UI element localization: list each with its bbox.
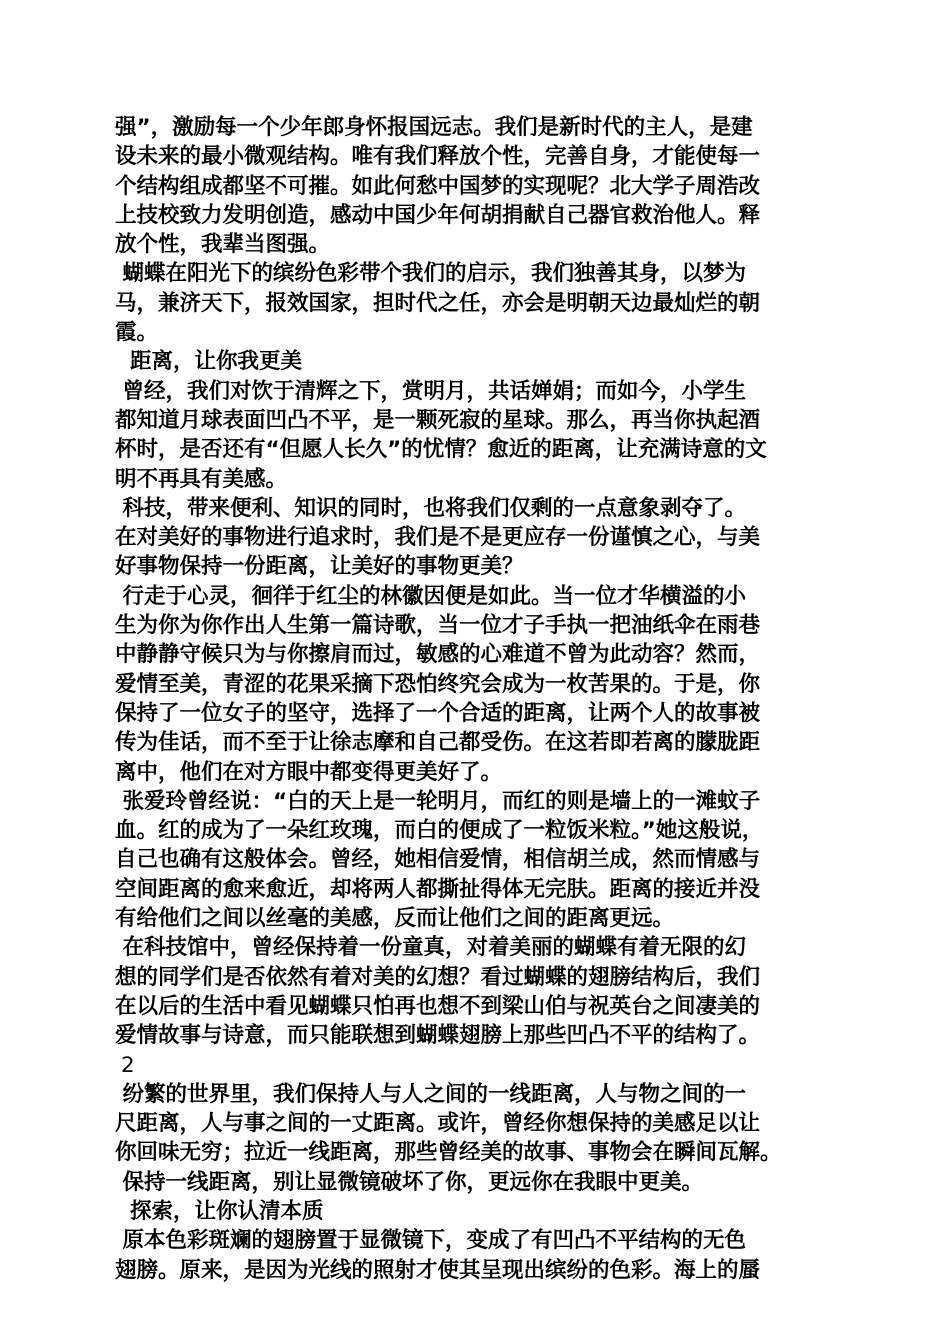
text-line: 传为佳话，而不至于让徐志摩和自己都受伤。在这若即若离的朦胧距 [115, 730, 761, 756]
text-line: 你回味无穷；拉近一线距离，那些曾经美的故事、事物会在瞬间瓦解。 [115, 1140, 782, 1166]
text-line: 有给他们之间以丝毫的美感，反而让他们之间的距离更远。 [115, 906, 675, 932]
text-line: 生为你为你作出人生第一篇诗歌，当一位才子手执一把油纸伞在雨巷 [115, 613, 761, 639]
text-line: 好事物保持一份距离，让美好的事物更美？ [115, 554, 524, 580]
text-line: 在以后的生活中看见蝴蝶只怕再也想不到梁山伯与祝英台之间凄美的 [115, 993, 761, 1019]
text-line: 尺距离，人与事之间的一丈距离。或许，曾经你想保持的美感足以让 [115, 1111, 761, 1137]
text-line: 在对美好的事物进行追求时，我们是不是更应存一份谨慎之心，与美 [115, 525, 761, 551]
text-line: 马，兼济天下，报效国家，担时代之任，亦会是明朝天边最灿烂的朝 [115, 290, 761, 316]
text-line: 张爱玲曾经说：“白的天上是一轮明月，而红的则是墙上的一滩蚊子 [115, 788, 761, 814]
text-line: 上技校致力发明创造，感动中国少年何胡捐献自己器官救治他人。释 [115, 202, 761, 228]
text-line: 行走于心灵，徊徉于红尘的林徽因便是如此。当一位才华横溢的小 [115, 583, 746, 609]
text-line: 强”，激励每一个少年郎身怀报国远志。我们是新时代的主人，是建 [115, 115, 753, 140]
text-line: 曾经，我们对饮于清辉之下，赏明月，共话婵娟；而如今，小学生 [115, 378, 746, 404]
text-line: 想的同学们是否依然有着对美的幻想？看过蝴蝶的翅膀结构后，我们 [115, 964, 761, 990]
text-line: 杯时，是否还有“但愿人长久”的忧情？愈近的距离，让充满诗意的文 [115, 437, 767, 463]
text-line: 原本色彩斑斓的翅膀置于显微镜下，变成了有凹凸不平结构的无色 [115, 1228, 746, 1254]
text-line: 爱情故事与诗意，而只能联想到蝴蝶翅膀上那些凹凸不平的结构了。 [115, 1023, 761, 1049]
text-line: 中静静守候只为与你擦肩而过，敏感的心难道不曾为此动容？然而， [115, 642, 761, 668]
text-line: 在科技馆中，曾经保持着一份童真，对着美丽的蝴蝶有着无限的幻 [115, 935, 746, 961]
text-line: 蝴蝶在阳光下的缤纷色彩带个我们的启示，我们独善其身，以梦为 [115, 261, 746, 287]
section-heading: 探索，让你认清本质 [115, 1198, 324, 1224]
text-line: 爱情至美，青涩的花果采摘下恐怕终究会成为一枚苦果的。于是，你 [115, 671, 761, 697]
text-line: 科技，带来便利、知识的同时，也将我们仅剩的一点意象剥夺了。 [115, 495, 746, 521]
text-line: 血。红的成为了一朵红玫瑰，而白的便成了一粒饭米粒。”她这般说， [115, 818, 764, 844]
text-line: 离中，他们在对方眼中都变得更美好了。 [115, 759, 503, 785]
text-line: 自己也确有这般体会。曾经，她相信爱情，相信胡兰成，然而情感与 [115, 847, 761, 873]
text-line: 个结构组成都坚不可摧。如此何愁中国梦的实现呢？北大学子周浩改 [115, 173, 761, 199]
text-line: 霞。 [115, 320, 159, 346]
text-line: 放个性，我辈当图强。 [115, 232, 331, 258]
section-heading: 距离，让你我更美 [115, 349, 302, 375]
essay-number: 2 [121, 1052, 135, 1078]
text-line: 纷繁的世界里，我们保持人与人之间的一线距离，人与物之间的一 [115, 1081, 746, 1107]
text-line: 翅膀。原来，是因为光线的照射才使其呈现出缤纷的色彩。海上的蜃 [115, 1257, 761, 1283]
text-line: 保持了一位女子的坚守，选择了一个合适的距离，让两个人的故事被 [115, 700, 761, 726]
text-line: 空间距离的愈来愈近，却将两人都撕扯得体无完肤。距离的接近并没 [115, 876, 761, 902]
text-line: 设未来的最小微观结构。唯有我们释放个性，完善自身，才能使每一 [115, 144, 761, 170]
text-line: 保持一线距离，别让显微镜破坏了你，更远你在我眼中更美。 [115, 1169, 703, 1195]
text-line: 明不再具有美感。 [115, 466, 288, 492]
text-line: 都知道月球表面凹凸不平，是一颗死寂的星球。那么，再当你执起酒 [115, 407, 761, 433]
essay-body [115, 113, 850, 1285]
